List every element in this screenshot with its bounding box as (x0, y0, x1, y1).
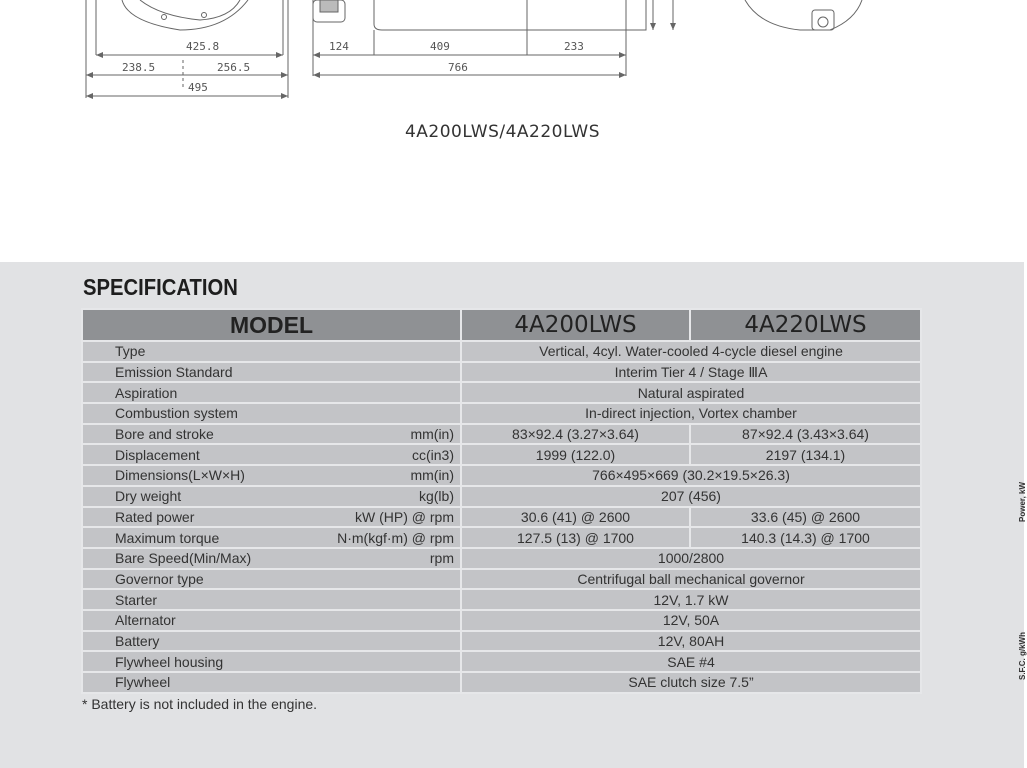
row-label-cell (82, 589, 461, 610)
table-row (82, 382, 921, 403)
dim-425-8: 425.8 (186, 40, 220, 53)
row-label-cell (82, 507, 461, 528)
row-label: Bare Speed(Min/Max) (115, 550, 252, 567)
dim-233: 233 (564, 40, 584, 53)
header-4a200lws: 4A200LWS (461, 309, 690, 341)
row-value-shared: SAE clutch size 7.5” (461, 672, 921, 693)
row-value-4a200lws: 30.6 (41) @ 2600 (461, 507, 690, 528)
row-value-shared: Vertical, 4cyl. Water-cooled 4-cycle diesel engine (461, 341, 921, 362)
row-label: Governor type (115, 570, 204, 587)
row-value-4a200lws: 127.5 (13) @ 1700 (461, 527, 690, 548)
row-label-cell (82, 486, 461, 507)
table-row (82, 465, 921, 486)
row-label: Rated power (115, 508, 195, 525)
dim-766: 766 (448, 61, 468, 74)
dim-409: 409 (430, 40, 450, 53)
row-label-cell (82, 465, 461, 486)
row-value-shared: In-direct injection, Vortex chamber (461, 403, 921, 424)
table-row (82, 610, 921, 631)
table-row (82, 548, 921, 569)
row-label-cell (82, 341, 461, 362)
table-body (82, 341, 921, 693)
side-label-sfc: S.F.C. g/kWh (1018, 632, 1027, 680)
row-value-shared: 207 (456) (461, 486, 921, 507)
row-label: Emission Standard (115, 364, 233, 381)
row-value-4a220lws: 2197 (134.1) (690, 444, 921, 465)
row-label: Alternator (115, 612, 176, 629)
row-label-cell (82, 403, 461, 424)
row-unit: kW (HP) @ rpm (355, 508, 454, 525)
table-row (82, 527, 921, 548)
table-row (82, 672, 921, 693)
row-value-shared: 1000/2800 (461, 548, 921, 569)
row-unit: mm(in) (410, 467, 454, 484)
table-row (82, 651, 921, 672)
table-header-row (82, 309, 921, 341)
row-value-shared: Interim Tier 4 / Stage ⅢA (461, 362, 921, 383)
row-unit: N·m(kgf·m) @ rpm (337, 529, 454, 546)
technical-drawing (0, 0, 1024, 262)
table-row (82, 507, 921, 528)
row-value-4a200lws: 83×92.4 (3.27×3.64) (461, 424, 690, 445)
row-value-shared: 12V, 1.7 kW (461, 589, 921, 610)
dim-495: 495 (188, 81, 208, 94)
row-label-cell (82, 610, 461, 631)
row-value-shared: SAE #4 (461, 651, 921, 672)
row-value-shared: Natural aspirated (461, 382, 921, 403)
row-label-cell (82, 382, 461, 403)
row-unit: mm(in) (410, 426, 454, 443)
row-unit: kg(lb) (418, 488, 454, 505)
specification-panel (0, 262, 1024, 768)
row-label-cell (82, 362, 461, 383)
table-row (82, 444, 921, 465)
row-label: Flywheel housing (115, 653, 224, 670)
row-label: Dimensions(L×W×H) (115, 467, 245, 484)
table-row (82, 341, 921, 362)
row-label: Starter (115, 591, 158, 608)
row-value-4a220lws: 140.3 (14.3) @ 1700 (690, 527, 921, 548)
table-row (82, 569, 921, 590)
drawing-caption: 4A200LWS/4A220LWS (404, 122, 601, 142)
table-row (82, 403, 921, 424)
table-row (82, 362, 921, 383)
row-unit: rpm (429, 550, 454, 567)
row-label: Aspiration (115, 384, 178, 401)
row-label-cell (82, 548, 461, 569)
row-label-cell (82, 424, 461, 445)
row-value-shared: 12V, 80AH (461, 631, 921, 652)
rear-view-outline (745, 0, 862, 30)
specification-table (81, 308, 922, 694)
row-label-cell (82, 444, 461, 465)
table-row (82, 486, 921, 507)
row-value-shared: 12V, 50A (461, 610, 921, 631)
row-value-shared: 766×495×669 (30.2×19.5×26.3) (461, 465, 921, 486)
row-label: Combustion system (115, 405, 238, 422)
row-value-4a220lws: 87×92.4 (3.43×3.64) (690, 424, 921, 445)
row-value-4a200lws: 1999 (122.0) (461, 444, 690, 465)
row-label: Battery (115, 632, 160, 649)
side-label-power: Power, kW (1018, 481, 1027, 522)
row-label-cell (82, 651, 461, 672)
footnote: * Battery is not included in the engine. (82, 696, 318, 712)
row-label: Type (115, 343, 146, 360)
row-label: Maximum torque (115, 529, 220, 546)
row-label: Bore and stroke (115, 426, 214, 443)
table-row (82, 424, 921, 445)
front-view-outline (122, 0, 248, 30)
section-title: SPECIFICATION (83, 274, 238, 300)
row-label: Dry weight (115, 488, 182, 505)
row-label-cell (82, 527, 461, 548)
dim-124: 124 (329, 40, 349, 53)
row-value-shared: Centrifugal ball mechanical governor (461, 569, 921, 590)
row-unit: cc(in3) (411, 446, 454, 463)
dim-238-5: 238.5 (122, 61, 156, 74)
row-label: Displacement (115, 446, 200, 463)
table-row (82, 631, 921, 652)
row-label: Flywheel (115, 674, 171, 691)
row-label-cell (82, 672, 461, 693)
header-4a220lws: 4A220LWS (690, 309, 921, 341)
header-model: MODEL (82, 309, 461, 341)
row-value-4a220lws: 33.6 (45) @ 2600 (690, 507, 921, 528)
row-label-cell (82, 631, 461, 652)
table-row (82, 589, 921, 610)
dim-256-5: 256.5 (217, 61, 251, 74)
row-label-cell (82, 569, 461, 590)
